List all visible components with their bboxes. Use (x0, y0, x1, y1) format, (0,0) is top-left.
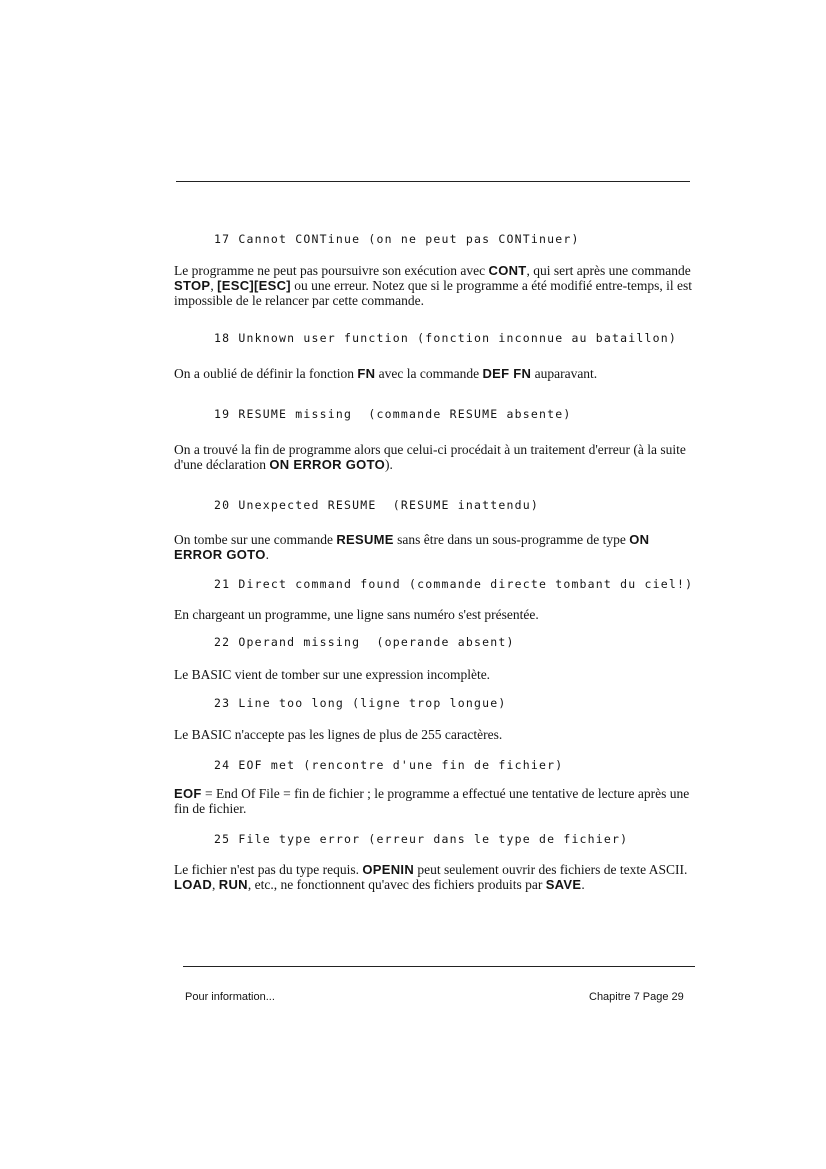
error-description-22 (174, 667, 694, 682)
keyword-text: ON ERROR GOTO (269, 457, 386, 472)
description-text: . (581, 877, 585, 892)
description-text: En chargeant un programme, une ligne sans numéro s'est présentée. (174, 607, 539, 622)
description-text: = End Of File = fin de fichier ; le programme a effectué une tentative de lecture après une fin de fichier. (174, 786, 690, 816)
error-code-19: 19 RESUME missing (commande RESUME absente) (214, 407, 572, 421)
description-text: , (212, 877, 219, 892)
description-text: , qui sert après une commande (526, 263, 691, 278)
error-description-23 (174, 727, 694, 742)
error-description-24 (174, 786, 694, 816)
description-text: Le fichier n'est pas du type requis. (174, 862, 363, 877)
description-text: On a oublié de définir la fonction (174, 366, 358, 381)
description-text: Le BASIC vient de tomber sur une expression incomplète. (174, 667, 491, 682)
error-entry-22 (174, 634, 694, 682)
description-text: , (210, 278, 218, 293)
description-text: , etc., ne fonctionnent qu'avec des fichiers produits par (247, 877, 546, 892)
keyword-text: LOAD (174, 877, 213, 892)
keyword-text: [ESC][ESC] (217, 278, 291, 293)
error-description-18 (174, 366, 694, 381)
keyword-text: CONT (488, 263, 527, 278)
keyword-text: SAVE (545, 877, 582, 892)
error-description-21 (174, 607, 694, 622)
description-text: Le programme ne peut pas poursuivre son exécution avec (174, 263, 489, 278)
error-description-20 (174, 532, 694, 562)
description-text: On tombe sur une commande (174, 532, 337, 547)
description-text: On a trouvé la fin de programme alors que celui-ci procédait à un traitement d'erreur (à la suite d'une déclaration (174, 442, 686, 472)
error-entry-25 (174, 831, 694, 892)
keyword-text: RESUME (336, 532, 394, 547)
description-text: sans être dans un sous-programme de type (393, 532, 630, 547)
keyword-text: RUN (218, 877, 248, 892)
keyword-text: DEF FN (482, 366, 532, 381)
header-rule (176, 181, 690, 182)
error-description-25 (174, 862, 694, 892)
error-description-17 (174, 263, 694, 308)
error-entry-19 (174, 406, 694, 472)
error-entry-21 (174, 576, 694, 622)
description-text: auparavant. (531, 366, 598, 381)
error-code-18: 18 Unknown user function (fonction inconnue au bataillon) (214, 331, 678, 345)
error-code-25: 25 File type error (erreur dans le type de fichier) (214, 832, 629, 846)
footer-rule (183, 966, 695, 967)
error-code-23: 23 Line too long (ligne trop longue) (214, 696, 507, 710)
keyword-text: EOF (174, 786, 202, 801)
description-text: peut seulement ouvrir des fichiers de texte ASCII. (414, 862, 688, 877)
footer-page-number: Chapitre 7 Page 29 (589, 991, 684, 1003)
keyword-text: FN (357, 366, 376, 381)
error-entry-17 (174, 231, 694, 308)
keyword-text: OPENIN (362, 862, 415, 877)
error-code-24: 24 EOF met (rencontre d'une fin de fichier) (214, 758, 564, 772)
keyword-text: STOP (174, 278, 211, 293)
error-entry-23 (174, 695, 694, 742)
error-code-20: 20 Unexpected RESUME (RESUME inattendu) (214, 498, 539, 512)
footer-section-label: Pour information... (185, 991, 275, 1003)
error-entry-20 (174, 497, 694, 562)
description-text: Le BASIC n'accepte pas les lignes de plus de 255 caractères. (174, 727, 503, 742)
description-text: ou une erreur. Notez que si le programme a été modifié entre-temps, il est impossible de le relancer par cette commande. (174, 278, 693, 308)
description-text: ). (385, 457, 393, 472)
description-text: . (265, 547, 269, 562)
error-entry-18 (174, 330, 694, 381)
error-description-19 (174, 442, 694, 472)
error-code-17: 17 Cannot CONTinue (on ne peut pas CONTinuer) (214, 232, 580, 246)
error-entry-24 (174, 757, 694, 816)
error-code-22: 22 Operand missing (operande absent) (214, 635, 515, 649)
description-text: avec la commande (375, 366, 483, 381)
keyword-text: ON ERROR GOTO (174, 532, 650, 562)
error-code-21: 21 Direct command found (commande directe tombant du ciel!) (214, 577, 694, 591)
